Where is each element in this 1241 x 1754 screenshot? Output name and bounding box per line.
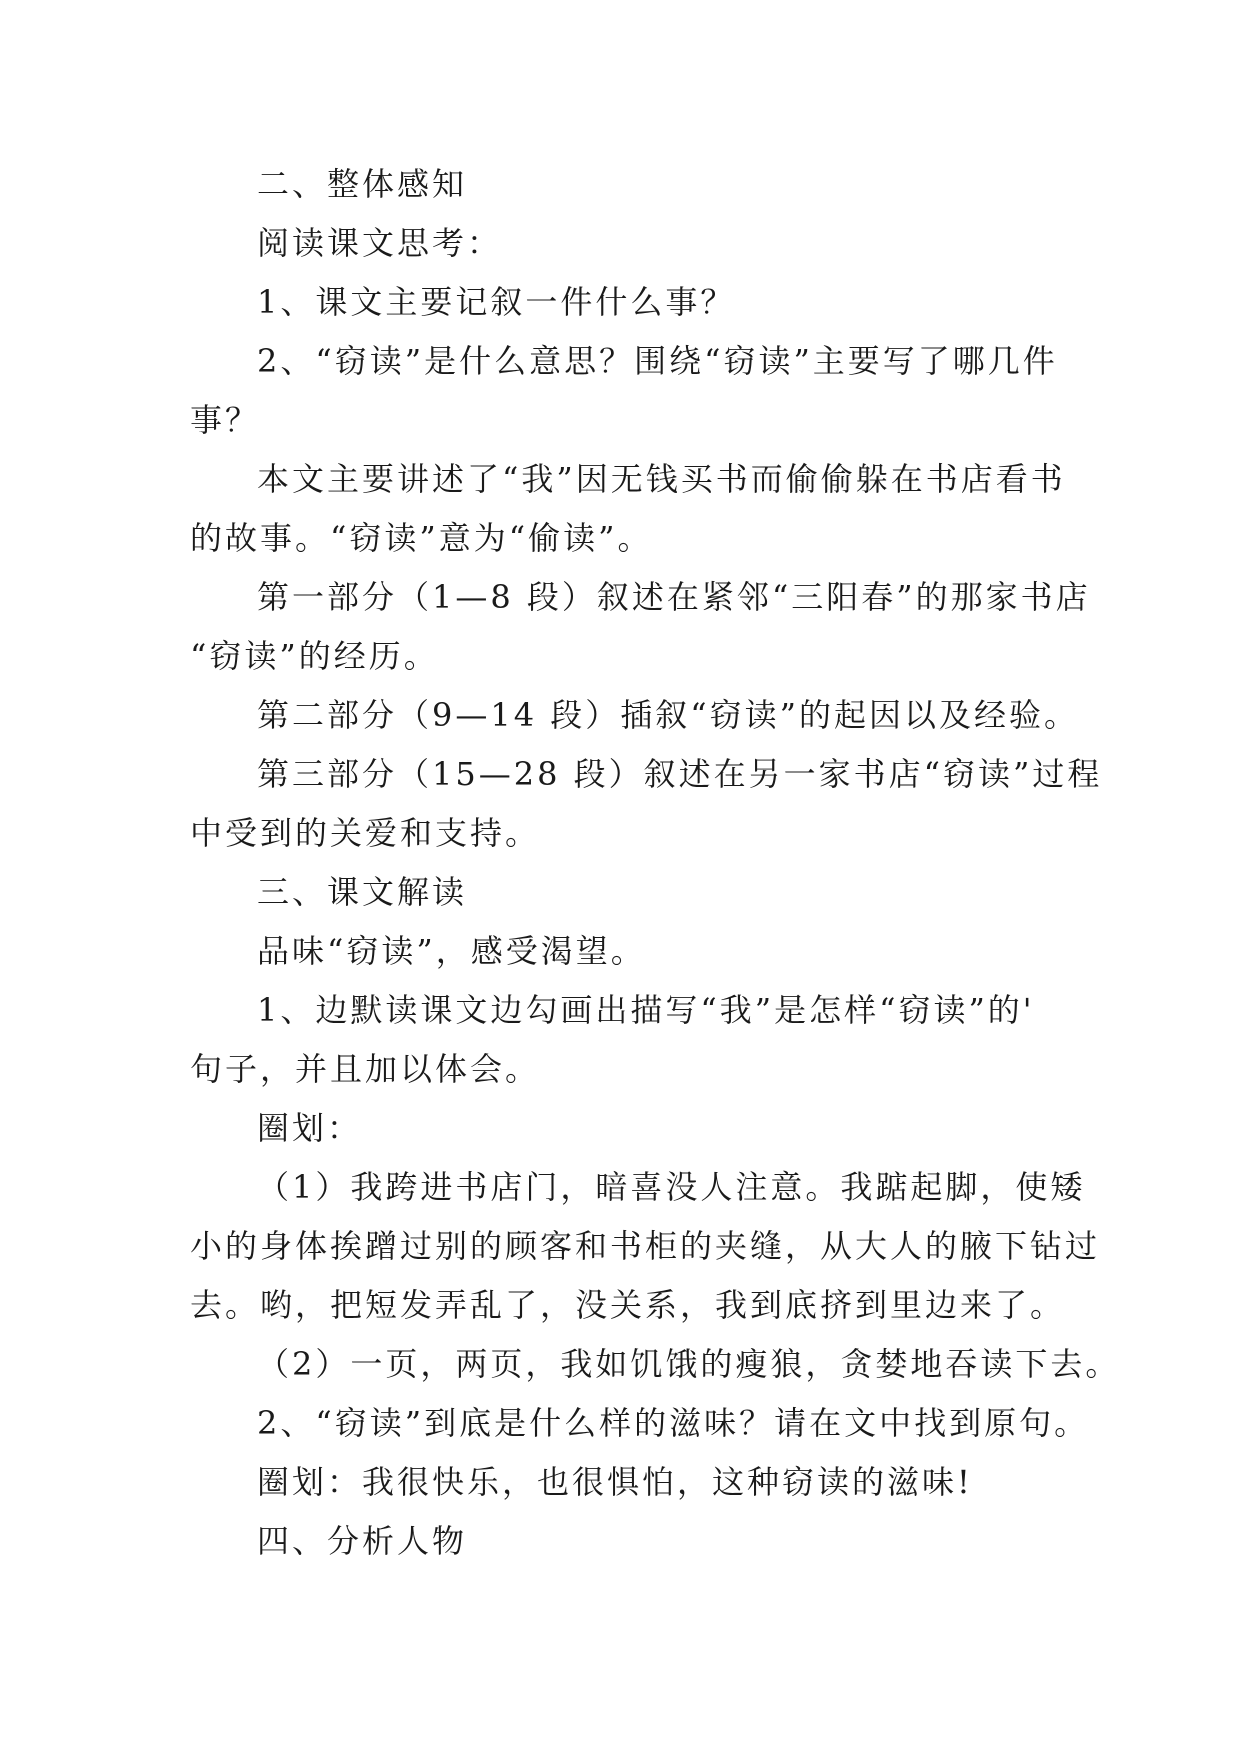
paragraph-line: （1）我跨进书店门，暗喜没人注意。我踮起脚，使矮 — [257, 1168, 1086, 1206]
paragraph-line: 事？ — [190, 401, 261, 439]
paragraph-line: 2、“窃读”到底是什么样的滋味？请在文中找到原句。 — [257, 1404, 1090, 1442]
paragraph-line: 圈划： — [257, 1109, 363, 1147]
paragraph-line: 阅读课文思考： — [257, 224, 503, 262]
paragraph-line: 1、课文主要记叙一件什么事？ — [257, 283, 736, 321]
paragraph-line: 二、整体感知 — [257, 165, 468, 203]
paragraph-line: 1、边默读课文边勾画出描写“我”是怎样“窃读”的' — [257, 991, 1035, 1029]
paragraph-line: 本文主要讲述了“我”因无钱买书而偷偷躲在书店看书 — [257, 460, 1066, 498]
paragraph-line: 三、课文解读 — [257, 873, 468, 911]
paragraph-line: 四、分析人物 — [257, 1522, 468, 1560]
paragraph-line: 第三部分（15—28 段）叙述在另一家书店“窃读”过程 — [257, 755, 1103, 793]
paragraph-line: 中受到的关爱和支持。 — [190, 814, 541, 852]
paragraph-line: 第二部分（9—14 段）插叙“窃读”的起因以及经验。 — [257, 696, 1079, 734]
paragraph-line: 小的身体挨蹭过别的顾客和书柜的夹缝，从大人的腋下钻过 — [190, 1227, 1101, 1265]
document-body — [190, 155, 1121, 1571]
paragraph-line: 去。哟，把短发弄乱了，没关系，我到底挤到里边来了。 — [190, 1286, 1066, 1324]
paragraph-line: 2、“窃读”是什么意思？围绕“窃读”主要写了哪几件 — [257, 342, 1058, 380]
paragraph-line: （2）一页，两页，我如饥饿的瘦狼，贪婪地吞读下去。 — [257, 1345, 1121, 1383]
paragraph-line: “窃读”的经历。 — [190, 637, 439, 675]
paragraph-line: 的故事。“窃读”意为“偷读”。 — [190, 519, 653, 557]
paragraph-line: 第一部分（1—8 段）叙述在紧邻“三阳春”的那家书店 — [257, 578, 1091, 616]
paragraph-line: 句子，并且加以体会。 — [190, 1050, 541, 1088]
paragraph-line: 品味“窃读”，感受渴望。 — [257, 932, 646, 970]
paragraph-line: 圈划：我很快乐，也很惧怕，这种窃读的滋味! — [257, 1463, 973, 1501]
